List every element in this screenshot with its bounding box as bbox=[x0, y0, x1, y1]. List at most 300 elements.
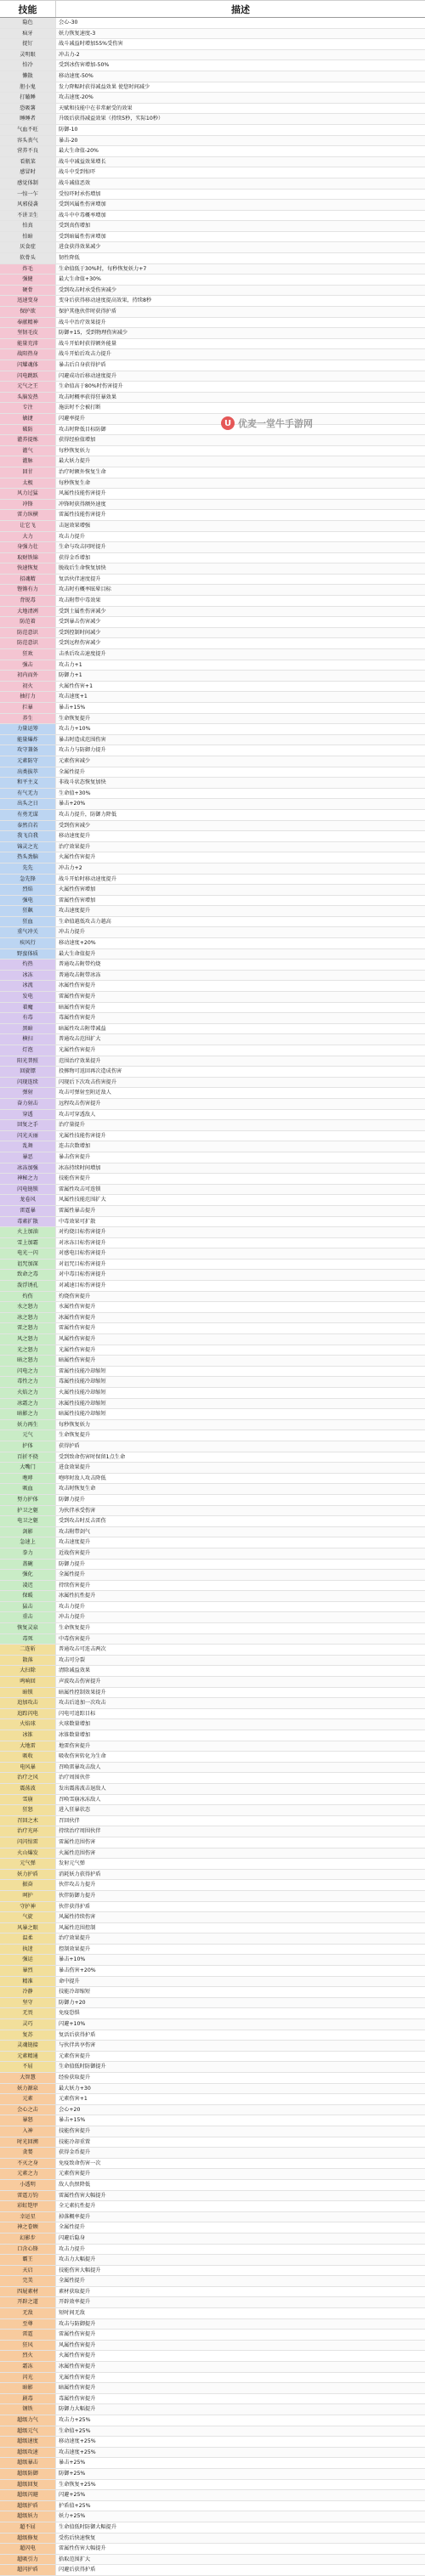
table-row bbox=[0, 703, 425, 714]
skill-description: 雷属性攻击可连锁 bbox=[59, 1186, 101, 1192]
skill-description: 暗属性攻击附带减益 bbox=[59, 1025, 106, 1032]
skill-description: 治疗时额外恢复生命 bbox=[59, 468, 106, 475]
table-row bbox=[0, 1013, 425, 1024]
skill-name: 烈焰 bbox=[0, 885, 56, 895]
skill-description: 受到真伤增加 bbox=[59, 223, 91, 229]
table-row bbox=[0, 2480, 425, 2491]
skill-description: 全属性提升 bbox=[59, 1571, 85, 1578]
skill-name: 身强力壮 bbox=[0, 542, 56, 552]
skill-name: 隐色 bbox=[0, 18, 56, 28]
skill-description: 技能伤害提升 bbox=[59, 2127, 91, 2134]
skill-description: 攻击可分裂 bbox=[59, 1656, 85, 1663]
skill-description: 攻击时概率获得狂暴效果 bbox=[59, 393, 117, 400]
table-row bbox=[0, 852, 425, 863]
skill-name: 冲锋 bbox=[0, 500, 56, 510]
skill-description: 攻击时降低目标防御 bbox=[59, 426, 106, 433]
table-row bbox=[0, 585, 425, 596]
skill-name: 我飞自我 bbox=[0, 831, 56, 841]
table-row bbox=[0, 1045, 425, 1056]
skill-name: 快速恢复 bbox=[0, 563, 56, 574]
skill-description: 受到伤害减少 bbox=[59, 822, 91, 829]
skill-description: 范围治疗效果提升 bbox=[59, 1057, 101, 1064]
skill-description: 经验获取提升 bbox=[59, 2075, 91, 2081]
table-row bbox=[0, 114, 425, 125]
skill-name: 恐吸薯 bbox=[0, 104, 56, 114]
skill-name: 灵明眼 bbox=[0, 50, 56, 60]
skill-name: 敏捷 bbox=[0, 414, 56, 424]
table-row bbox=[0, 2115, 425, 2126]
skill-description: 战斗开始时移动速度提升 bbox=[59, 875, 117, 882]
table-row bbox=[0, 2212, 425, 2223]
skill-name: 急速上 bbox=[0, 1537, 56, 1548]
skill-name: 暴恶 bbox=[0, 1152, 56, 1163]
table-row bbox=[0, 2180, 425, 2191]
skill-description: 风属性伤害提升 bbox=[59, 2341, 96, 2348]
skill-description: 防御力提升 bbox=[59, 1496, 85, 1503]
skill-name: 时光回溯 bbox=[0, 2137, 56, 2148]
skill-description: 中毒效果可扩散 bbox=[59, 1218, 96, 1225]
table-row bbox=[0, 2073, 425, 2084]
skill-description: 光属性伤害提升 bbox=[59, 1047, 96, 1053]
skill-name: 闪光天丽 bbox=[0, 1131, 56, 1141]
table-row bbox=[0, 671, 425, 682]
skill-description: 生命值低时防御大幅提升 bbox=[59, 2523, 117, 2530]
skill-name: 能量充沛 bbox=[0, 339, 56, 349]
skill-name: 坚韧毛皮 bbox=[0, 328, 56, 338]
skill-name: 大嘴门 bbox=[0, 1463, 56, 1473]
table-row bbox=[0, 2094, 425, 2105]
skill-name: 超级修复 bbox=[0, 2534, 56, 2544]
skill-description: 光属性技能伤害提升 bbox=[59, 1132, 106, 1139]
skill-description: 暴击后自身获得护盾 bbox=[59, 362, 106, 368]
skill-description: 击退效果增强 bbox=[59, 522, 91, 529]
table-row bbox=[0, 2522, 425, 2534]
skill-name: 硬骨 bbox=[0, 286, 56, 296]
skill-name: 感觉体制 bbox=[0, 178, 56, 189]
table-row bbox=[0, 1612, 425, 1623]
table-row bbox=[0, 403, 425, 414]
skill-name: 疯牙 bbox=[0, 29, 56, 39]
skill-name: 闪耀魂体 bbox=[0, 360, 56, 371]
table-row bbox=[0, 789, 425, 800]
skill-description: 生命值低于30%时，每秒恢复妖力+7 bbox=[59, 265, 147, 272]
skill-name: 盖碗 bbox=[0, 1560, 56, 1570]
table-row bbox=[0, 682, 425, 693]
skill-description: 风属性技能范围扩大 bbox=[59, 1197, 106, 1203]
skill-description: 投掷物可返回再次造成伤害 bbox=[59, 1068, 122, 1075]
skill-description: 生命恢复提升 bbox=[59, 1432, 91, 1439]
table-row bbox=[0, 896, 425, 907]
skill-description: 复活后获得护盾 bbox=[59, 2031, 96, 2038]
table-row bbox=[0, 1741, 425, 1752]
skill-description: 雷属性暴击提升 bbox=[59, 1207, 96, 1214]
skill-description: 闪现后下次攻击伤害提升 bbox=[59, 1079, 117, 1085]
skill-name: 超级回复 bbox=[0, 2480, 56, 2490]
skill-name: 毒素扩散 bbox=[0, 1217, 56, 1227]
skill-description: 攻击力+1 bbox=[59, 661, 82, 668]
table-row bbox=[0, 638, 425, 649]
table-row bbox=[0, 1977, 425, 1988]
skill-name: 致命之毒 bbox=[0, 1270, 56, 1280]
table-row bbox=[0, 1548, 425, 1560]
skill-name: 让它飞 bbox=[0, 521, 56, 531]
table-row bbox=[0, 2351, 425, 2362]
skill-description: 受到致命伤害时保留1点生命 bbox=[59, 1453, 126, 1460]
skill-description: 受到攻击时承受伤害减少 bbox=[59, 286, 117, 293]
skill-name: 钢铁 bbox=[0, 2404, 56, 2415]
table-row bbox=[0, 660, 425, 671]
table-row bbox=[0, 1399, 425, 1410]
skill-description: 冰属性技能冷却缩短 bbox=[59, 1400, 106, 1407]
skill-name: 力量运筹 bbox=[0, 724, 56, 734]
skill-name: 守护神 bbox=[0, 1902, 56, 1912]
skill-description: 治疗效果提升 bbox=[59, 1935, 91, 1942]
skill-description: 全属性提升 bbox=[59, 768, 85, 775]
table-row bbox=[0, 2297, 425, 2308]
skill-name: 重击 bbox=[0, 1612, 56, 1622]
skill-description: 攻击速度提升 bbox=[59, 1539, 91, 1546]
skill-name: 召回之术 bbox=[0, 1816, 56, 1826]
table-row bbox=[0, 649, 425, 660]
table-row bbox=[0, 2330, 425, 2341]
table-row bbox=[0, 2501, 425, 2512]
skill-name: 有毒 bbox=[0, 1013, 56, 1023]
skill-description: 受到土属性伤害减少 bbox=[59, 608, 106, 614]
skill-name: 灯泡 bbox=[0, 1045, 56, 1056]
skill-name: 雷霆万钧 bbox=[0, 2191, 56, 2201]
skill-description: 战斗中减益效果增长 bbox=[59, 158, 106, 165]
table-row bbox=[0, 2319, 425, 2330]
skill-name: 元气之王 bbox=[0, 382, 56, 392]
skill-description: 远程攻击伤害提升 bbox=[59, 1100, 101, 1107]
table-row bbox=[0, 1174, 425, 1185]
skill-description: 攻击速度+25% bbox=[59, 2449, 96, 2455]
skill-name: 追踪闪电 bbox=[0, 1709, 56, 1719]
skill-description: 暴击伤害+20% bbox=[59, 1967, 96, 1974]
table-row bbox=[0, 607, 425, 618]
skill-name: 温柔 bbox=[0, 1933, 56, 1944]
table-row bbox=[0, 510, 425, 521]
skill-name: 至尊 bbox=[0, 2319, 56, 2330]
skill-name: 阳光普照 bbox=[0, 1056, 56, 1067]
skill-description: 地雷伤害提升 bbox=[59, 1742, 91, 1749]
table-row bbox=[0, 1752, 425, 1763]
skill-description: 每秒恢复妖力 bbox=[59, 447, 91, 454]
table-row bbox=[0, 414, 425, 425]
skill-description: 开辟效率提升 bbox=[59, 2299, 91, 2306]
skill-name: 吸血 bbox=[0, 1484, 56, 1494]
table-row bbox=[0, 563, 425, 575]
skill-name: 初内而外 bbox=[0, 671, 56, 681]
skill-name: 电卫之躯 bbox=[0, 1516, 56, 1526]
table-row bbox=[0, 1056, 425, 1067]
skill-name: 暗影之力 bbox=[0, 1409, 56, 1419]
skill-name: 治疗之风 bbox=[0, 1773, 56, 1783]
skill-description: 生命与攻击同时提升 bbox=[59, 544, 106, 551]
skill-description: 清除减益效果 bbox=[59, 1667, 91, 1674]
table-row bbox=[0, 211, 425, 222]
table-row bbox=[0, 1955, 425, 1966]
table-row bbox=[0, 542, 425, 553]
skill-description: 战斗中治疗效果提升 bbox=[59, 319, 106, 326]
table-row bbox=[0, 745, 425, 756]
skill-name: 气血不旺 bbox=[0, 125, 56, 135]
skill-description: 生命值高于80%时伤害提升 bbox=[59, 383, 123, 390]
table-row bbox=[0, 500, 425, 511]
table-row bbox=[0, 2373, 425, 2384]
skill-name: 超级速度 bbox=[0, 2437, 56, 2447]
skill-name: 霸王 bbox=[0, 2255, 56, 2265]
skill-name: 风邪侵袭 bbox=[0, 200, 56, 210]
skill-name: 不屈 bbox=[0, 2062, 56, 2072]
table-row bbox=[0, 1602, 425, 1613]
table-row bbox=[0, 767, 425, 778]
skill-description: 战斗减益时增加55%受伤害 bbox=[59, 41, 123, 48]
skill-description: 伙伴获得护盾 bbox=[59, 1903, 91, 1910]
table-row bbox=[0, 1987, 425, 1998]
table-row bbox=[0, 190, 425, 201]
skill-name: 复苏 bbox=[0, 2030, 56, 2041]
table-row bbox=[0, 2565, 425, 2576]
table-row bbox=[0, 992, 425, 1003]
skill-name: 二连斩 bbox=[0, 1645, 56, 1655]
skill-name: 治疗光环 bbox=[0, 1826, 56, 1837]
table-row bbox=[0, 2255, 425, 2266]
skill-description: 冲击力-2 bbox=[59, 51, 80, 58]
skill-description: 攻击可弹射至附近敌人 bbox=[59, 1090, 111, 1096]
skill-description: 攻击速度提升 bbox=[59, 908, 91, 914]
table-row bbox=[0, 1292, 425, 1303]
skill-description: 风属性伤害提升 bbox=[59, 1336, 96, 1343]
skill-name: 水之怒力 bbox=[0, 1302, 56, 1312]
skill-name: 狂怒 bbox=[0, 1805, 56, 1815]
skill-description: 生命恢复提升 bbox=[59, 1625, 91, 1632]
skill-name: 元素 bbox=[0, 2094, 56, 2104]
skill-name: 灌气 bbox=[0, 446, 56, 456]
table-row bbox=[0, 328, 425, 339]
skill-description: 吸收伤害转化为生命 bbox=[59, 1753, 106, 1760]
skill-description: 每秒恢复生命 bbox=[59, 479, 91, 486]
skill-description: 冰属性伤害提升 bbox=[59, 2364, 96, 2370]
table-row bbox=[0, 1560, 425, 1571]
skill-name: 强化 bbox=[0, 1570, 56, 1580]
table-row bbox=[0, 863, 425, 875]
table-row bbox=[0, 2148, 425, 2159]
skill-description: 复活伙伴速度提升 bbox=[59, 575, 101, 582]
skill-name: 护体 bbox=[0, 1441, 56, 1452]
skill-name: 灵魂链接 bbox=[0, 2041, 56, 2051]
skill-name: 急先锋 bbox=[0, 875, 56, 885]
skill-description: 免疫恐惧 bbox=[59, 2010, 80, 2017]
skill-description: 召唤雪崩冰冻敌人 bbox=[59, 1796, 101, 1803]
skill-name: 彩虹铠甲 bbox=[0, 2201, 56, 2211]
table-row bbox=[0, 1206, 425, 1217]
skill-description: 召回伙伴 bbox=[59, 1817, 80, 1824]
skill-description: 拾取范围扩大 bbox=[59, 2556, 91, 2562]
table-row bbox=[0, 799, 425, 810]
skill-description: 对减速目标伤害提升 bbox=[59, 1282, 106, 1289]
table-row bbox=[0, 2426, 425, 2437]
skill-name: 小透明 bbox=[0, 2180, 56, 2190]
skill-description: 防御力+20 bbox=[59, 1999, 86, 2006]
skill-description: 雷属性范围伤害 bbox=[59, 1838, 96, 1845]
table-row bbox=[0, 39, 425, 50]
skill-name: 超闪护盾 bbox=[0, 2565, 56, 2575]
skill-name: 奋力射击 bbox=[0, 1099, 56, 1109]
skill-name: 闪光 bbox=[0, 2373, 56, 2383]
skill-name: 超级防御 bbox=[0, 2469, 56, 2479]
skill-description: 生命值+25% bbox=[59, 2427, 91, 2434]
skill-name: 冰冻 bbox=[0, 971, 56, 981]
table-row bbox=[0, 1110, 425, 1121]
skill-name: 神之眷顾 bbox=[0, 2222, 56, 2233]
table-row bbox=[0, 1088, 425, 1099]
skill-name: 铿锵有力 bbox=[0, 585, 56, 595]
skill-name: 营养不良 bbox=[0, 146, 56, 156]
skill-description: 每秒恢复妖力 bbox=[59, 1421, 91, 1428]
table-row bbox=[0, 1131, 425, 1142]
skill-name: 超级力气 bbox=[0, 2415, 56, 2426]
skill-name: 回旋镖 bbox=[0, 1067, 56, 1077]
table-row bbox=[0, 960, 425, 971]
table-row bbox=[0, 1933, 425, 1945]
skill-description: 攻击可穿透敌人 bbox=[59, 1111, 96, 1118]
table-row bbox=[0, 1313, 425, 1324]
skill-name: 剧毒 bbox=[0, 2394, 56, 2404]
skill-name: 热头劲脑 bbox=[0, 852, 56, 863]
skill-description: 妖力恢复速度-3 bbox=[59, 30, 96, 37]
table-row bbox=[0, 307, 425, 318]
skill-table-body bbox=[0, 18, 425, 2576]
skill-name: 神秘之力 bbox=[0, 1174, 56, 1184]
skill-description: 风属性持续伤害 bbox=[59, 1914, 96, 1921]
skill-name: 天启 bbox=[0, 2266, 56, 2276]
skill-name: 大地清冽 bbox=[0, 607, 56, 617]
skill-description: 防御力提升 bbox=[59, 1560, 85, 1567]
table-row bbox=[0, 2084, 425, 2095]
skill-description: 会心-30 bbox=[59, 20, 78, 25]
skill-description: 闪避后隐身 bbox=[59, 2234, 85, 2241]
table-row bbox=[0, 1003, 425, 1014]
skill-description: 掉落概率提升 bbox=[59, 2213, 91, 2220]
skill-description: 攻击与防御提升 bbox=[59, 2320, 96, 2327]
skill-description: 战斗中受到惊吓 bbox=[59, 169, 96, 176]
skill-description: 会心+20 bbox=[59, 2106, 81, 2113]
skill-description: 妖力+25% bbox=[59, 2513, 86, 2520]
table-row bbox=[0, 821, 425, 832]
skill-description: 发射元气弹 bbox=[59, 1860, 85, 1867]
table-row bbox=[0, 971, 425, 982]
skill-description: 生命恢复+25% bbox=[59, 2481, 96, 2488]
table-row bbox=[0, 393, 425, 404]
table-row bbox=[0, 178, 425, 190]
skill-name: 超不屈 bbox=[0, 2522, 56, 2533]
skill-name: 入神 bbox=[0, 2126, 56, 2137]
skill-name: 雪上加霜 bbox=[0, 1238, 56, 1248]
table-row bbox=[0, 1323, 425, 1334]
table-row bbox=[0, 1966, 425, 1977]
header-skill: 技能 bbox=[0, 1, 56, 17]
skill-description: 进入狂暴状态 bbox=[59, 1807, 91, 1814]
table-row bbox=[0, 1495, 425, 1506]
skill-description: 闪避后获得护盾 bbox=[59, 2567, 96, 2573]
skill-description: 冰锥数量增加 bbox=[59, 1732, 91, 1738]
skill-name: 怕暗 bbox=[0, 232, 56, 242]
skill-description: 生命值越低攻击力越高 bbox=[59, 918, 111, 925]
table-row bbox=[0, 628, 425, 639]
skill-name: 口含心锋 bbox=[0, 2245, 56, 2255]
skill-name: 野蛮体质 bbox=[0, 949, 56, 960]
table-row bbox=[0, 2437, 425, 2448]
skill-description: 连击次数增加 bbox=[59, 1143, 91, 1150]
skill-name: 暴怒 bbox=[0, 2115, 56, 2126]
skill-name: 妖力再生 bbox=[0, 1420, 56, 1430]
skill-name: 无畏 bbox=[0, 2008, 56, 2018]
table-row bbox=[0, 1281, 425, 1292]
skill-description: 防御+25% bbox=[59, 2470, 86, 2477]
skill-name: 元素精通 bbox=[0, 2052, 56, 2062]
table-row bbox=[0, 1420, 425, 1431]
skill-description: 雷属性伤害增加 bbox=[59, 897, 96, 903]
skill-name: 出类拔萃 bbox=[0, 767, 56, 778]
table-row bbox=[0, 2362, 425, 2373]
skill-description: 获得护盾 bbox=[59, 1442, 80, 1449]
skill-description: 火属性伤害提升 bbox=[59, 2352, 96, 2359]
skill-name: 咆哮 bbox=[0, 1474, 56, 1484]
skill-description: 普通攻击附带冰冻 bbox=[59, 971, 101, 978]
skill-name: 大地雷 bbox=[0, 1741, 56, 1752]
table-row bbox=[0, 1773, 425, 1784]
skill-description: 获得金币提升 bbox=[59, 2149, 91, 2156]
table-row bbox=[0, 1345, 425, 1356]
table-row bbox=[0, 2534, 425, 2545]
table-row bbox=[0, 2383, 425, 2394]
skill-description: 为伙伴承受伤害 bbox=[59, 1507, 96, 1514]
skill-name: 灼伤 bbox=[0, 1292, 56, 1302]
table-row bbox=[0, 842, 425, 853]
skill-description: 防御力大幅提升 bbox=[59, 2406, 96, 2413]
skill-name: 抽打力 bbox=[0, 692, 56, 702]
table-row bbox=[0, 2490, 425, 2501]
skill-description: 防御-10 bbox=[59, 126, 78, 133]
table-row bbox=[0, 875, 425, 886]
skill-name: 冰霜之力 bbox=[0, 1399, 56, 1409]
skill-description: 发出震荡波击退敌人 bbox=[59, 1785, 106, 1792]
skill-description: 光属性伤害提升 bbox=[59, 2374, 96, 2381]
skill-name: 锦灵之光 bbox=[0, 842, 56, 852]
table-row bbox=[0, 1484, 425, 1495]
skill-description: 对感电目标伤害提升 bbox=[59, 1250, 106, 1257]
table-row bbox=[0, 104, 425, 115]
skill-name: 雷力纵横 bbox=[0, 510, 56, 520]
table-row bbox=[0, 885, 425, 896]
skill-name: 软骨头 bbox=[0, 253, 56, 263]
table-row bbox=[0, 1078, 425, 1089]
skill-description: 命中提升 bbox=[59, 1978, 80, 1984]
skill-name: 执迷 bbox=[0, 1945, 56, 1955]
skill-description: 近战伤害提升 bbox=[59, 1549, 91, 1556]
skill-description: 击杀后攻击速度提升 bbox=[59, 651, 106, 658]
skill-description: 最大生命值-20% bbox=[59, 148, 99, 155]
skill-description: 技能伤害提升 bbox=[59, 1175, 91, 1182]
table-row bbox=[0, 2394, 425, 2405]
table-row bbox=[0, 981, 425, 992]
table-row bbox=[0, 1645, 425, 1656]
skill-name: 怕冷 bbox=[0, 60, 56, 71]
skill-description: 普通攻击附带灼烧 bbox=[59, 961, 101, 968]
skill-description: 暗属性伤害提升 bbox=[59, 2385, 96, 2392]
skill-name: 不灭之身 bbox=[0, 2159, 56, 2169]
